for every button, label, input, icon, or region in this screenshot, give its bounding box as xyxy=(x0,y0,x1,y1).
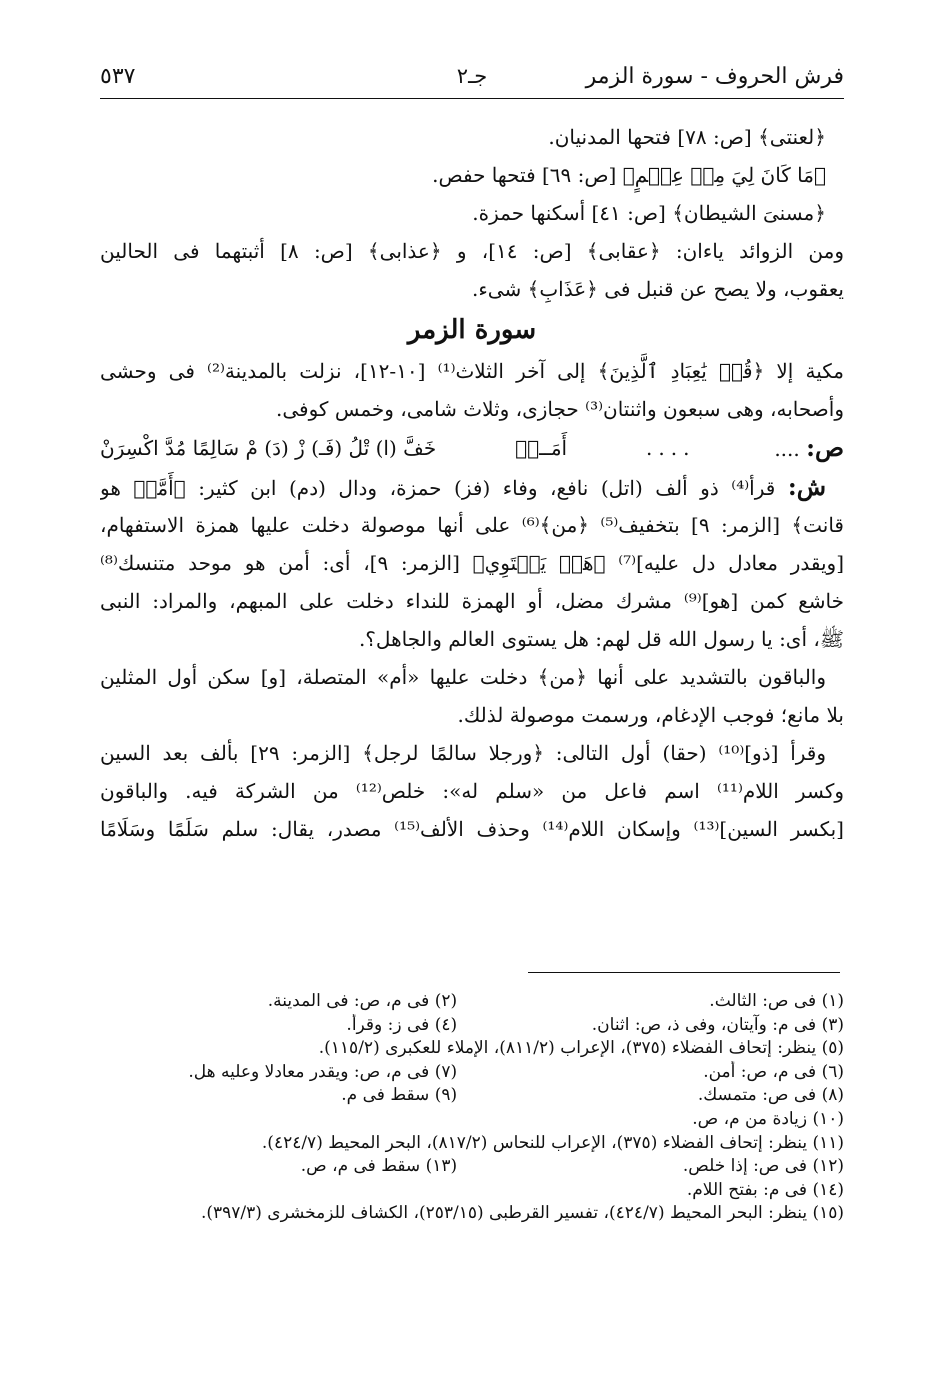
rumuz-verse: خَفَّ (ا) تْلُ (فَـ) زْ (دَ) مْ سَالِمًا مُدَّ اكْسِرَنْ xyxy=(100,436,437,460)
text-line: والباقون بالتشديد على أنها ﴿من﴾ دخلت عليها «أم» المتصلة، [و] سكن أول المثلين xyxy=(100,665,826,689)
footnote-row xyxy=(100,1179,844,1203)
footnote: (١٣) سقط فى م، ص. xyxy=(300,1156,458,1177)
text-line: بلا مانع؛ فوجب الإدغام، ورسمت موصولة لذلك. xyxy=(457,703,844,727)
surah-title: سورة الزمر xyxy=(407,315,537,345)
text-line: وقرأ [ذو]⁽¹⁰⁾ (حقا) أول التالى: ﴿ورجلا سالمًا لرجل﴾ [الزمر: ٢٩] بألف بعد السين xyxy=(100,741,827,765)
volume-number: جـ٢ xyxy=(456,64,488,88)
footnote: (١٠) زيادة من م، ص. xyxy=(692,1108,844,1129)
footnote: (٧) فى م، ص: ويقدر معادلا وعليه هل. xyxy=(188,1061,458,1082)
footnote: (٥) ينظر: إتحاف الفضلاء (٣٧٥)، الإعراب (٨١١/٢)، الإملاء للعكبرى (١١٥/٢). xyxy=(318,1038,844,1059)
text-line: [بكسر السين]⁽¹³⁾ وإسكان اللام⁽¹⁴⁾ وحذف الألف⁽¹⁵⁾ مصدر، يقال: سلم سَلَمًا وسَلَامًا xyxy=(100,817,844,841)
ellipsis: .... xyxy=(774,437,800,461)
footnote-row xyxy=(100,1014,844,1038)
text-line: ﷺ، أى: يا رسول الله قل لهم: هل يستوى العالم والجاهل؟. xyxy=(358,627,844,651)
text-span: قرأ⁽⁴⁾ ذو ألف (اتل) نافع، وفاء (فز) حمزة، ودال (دم) ابن كثير: ﴿أَمَّنۡ هو xyxy=(100,476,776,500)
text-line: [ويقدر معادل دل عليه]⁽⁷⁾ ﴿هَلۡ يَسۡتَوِي﴾ [الزمر: ٩]، أى: أمن هو موحد متنسك⁽⁸⁾ xyxy=(100,551,844,575)
text-line: مكية إلا ﴿قُلۡ يَٰعِبَادِ ٱلَّذِينَ﴾ إلى آخر الثلاث⁽¹⁾ [١٠-١٢]، نزلت بالمدينة⁽²⁾ فى وحشى xyxy=(100,359,844,383)
footnote: (٨) فى ص: متمسك. xyxy=(697,1085,844,1106)
ellipsis: .... xyxy=(646,436,696,460)
text-line: خاشع كمن [هو]⁽⁹⁾ مشرك مضل، أو الهمزة للنداء دخلت على المبهم، والمراد: النبى xyxy=(100,589,844,613)
footnote: (١٥) ينظر: البحر المحيط (٤٢٤/٧)، تفسير القرطبى (٢٥٣/١٥)، الكشاف للزمخشرى (٣٩٧/٣). xyxy=(200,1203,844,1224)
footnote: (١٢) فى ص: إذا خلص. xyxy=(682,1156,844,1177)
footnote-row xyxy=(100,1061,844,1085)
footnote-row xyxy=(100,1108,844,1132)
text-line: ﴿لعنتى﴾ [ص: ٧٨] فتحها المدنيان. xyxy=(548,125,826,149)
footnote-row xyxy=(100,990,844,1014)
text-line: قانت﴾ [الزمر: ٩] بتخفيف⁽⁵⁾ ﴿من﴾⁽⁶⁾ على أنها موصولة دخلت عليها همزة الاستفهام، xyxy=(100,513,844,537)
text-line: يعقوب، ولا يصح عن قنبل فى ﴿عَذَابِ﴾ شىء. xyxy=(472,277,844,301)
footnote: (٤) فى ز: وقرأ. xyxy=(346,1014,458,1035)
sad-marker: ص: xyxy=(806,433,844,462)
text-line xyxy=(100,468,844,506)
footnotes xyxy=(100,990,844,1226)
text-line: ﴿مسنىَ الشيطان﴾ [ص: ٤١] أسكنها حمزة. xyxy=(472,201,826,225)
text-line: ومن الزوائد ياءان: ﴿عقابى﴾ [ص: ١٤]، و ﴿عذابى﴾ [ص: ٨] أثبتهما فى الحالين xyxy=(100,239,844,263)
footnote-row xyxy=(100,1202,844,1226)
text-line: وكسر اللام⁽¹¹⁾ اسم فاعل من «سلم له»: خلص⁽¹²⁾ من الشركة فيه. والباقون xyxy=(100,779,844,803)
main-text xyxy=(100,118,844,848)
header-title: فرش الحروف - سورة الزمر xyxy=(585,64,844,89)
footnote: (١) فى ص: الثالث. xyxy=(709,991,844,1011)
text-line: ﴿مَا كَانَ لِيَ مِنۡ عِلۡمٍ﴾ [ص: ٦٩] فتحها حفص. xyxy=(432,163,826,187)
footnote: (١١) ينظر: إتحاف الفضلاء (٣٧٥)، الإعراب للنحاس (٨١٧/٢)، البحر المحيط (٤٢٤/٧). xyxy=(261,1132,844,1153)
footnote: (٦) فى م، ص: أمن. xyxy=(703,1061,844,1082)
page-number: ٥٣٧ xyxy=(100,64,136,89)
footnote-row xyxy=(100,1037,844,1061)
verse-rumuz-line xyxy=(100,428,844,468)
rumuz-word: أَمَــنۡ xyxy=(515,436,568,460)
footnote: (٩) سقط فى م. xyxy=(341,1085,458,1106)
footnote-separator xyxy=(528,972,840,973)
footnote-row xyxy=(100,1132,844,1156)
running-header xyxy=(100,62,844,99)
text-line: وأصحابه، وهى سبعون واثنتان⁽³⁾ حجازى، وثلاث شامى، وخمس كوفى. xyxy=(276,397,844,421)
shin-marker: ش: xyxy=(787,472,827,501)
footnote: (٣) فى م: وآيتان، وفى ذ، ص: اثنان. xyxy=(591,1014,844,1035)
footnote-row xyxy=(100,1084,844,1108)
footnote: (١٤) فى م: بفتح اللام. xyxy=(686,1179,844,1200)
footnote-row xyxy=(100,1155,844,1179)
footnote: (٢) فى م، ص: فى المدينة. xyxy=(267,991,458,1011)
